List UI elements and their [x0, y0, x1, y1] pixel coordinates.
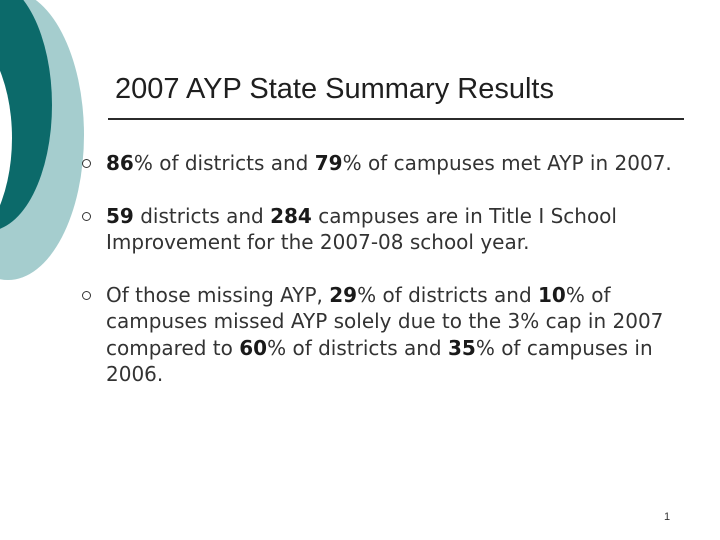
bullet-item [82, 203, 687, 256]
bullet-text [106, 151, 672, 175]
bold-number: 60 [239, 335, 268, 360]
hollow-circle-bullet-icon [82, 291, 91, 300]
hollow-circle-bullet-icon [82, 159, 91, 168]
text-run: % of campuses met AYP in 2007. [342, 151, 672, 175]
text-run: % of districts and [357, 282, 538, 307]
bold-number: 35 [447, 335, 476, 360]
bullet-item [82, 150, 687, 177]
hollow-circle-bullet-icon [82, 212, 91, 221]
bold-number: 284 [270, 203, 312, 228]
title-underline [108, 118, 684, 120]
text-run: % of campuses in 2006. [106, 335, 653, 386]
text-run: % of campuses missed AYP solely due to the 3% cap in 2007 compared to [106, 282, 664, 360]
bold-number: 29 [329, 282, 358, 307]
bold-number: 86 [106, 151, 134, 175]
bullet-text [106, 283, 663, 387]
text-run: % of districts and [133, 151, 315, 175]
text-run: campuses are in Title I School Improvement for the 2007-08 school year. [106, 203, 617, 254]
text-run: % of districts and [267, 335, 448, 360]
text-run: districts and [133, 203, 271, 228]
bold-number: 59 [106, 203, 134, 228]
bullet-item [82, 282, 687, 388]
bold-number: 10 [538, 282, 566, 307]
slide-title: 2007 AYP State Summary Results [115, 73, 554, 105]
bullet-text [106, 204, 617, 255]
bold-number: 79 [314, 151, 343, 175]
bullet-list [82, 150, 687, 388]
text-run: Of those missing AYP, [106, 282, 330, 307]
page-number: 1 [664, 511, 671, 523]
